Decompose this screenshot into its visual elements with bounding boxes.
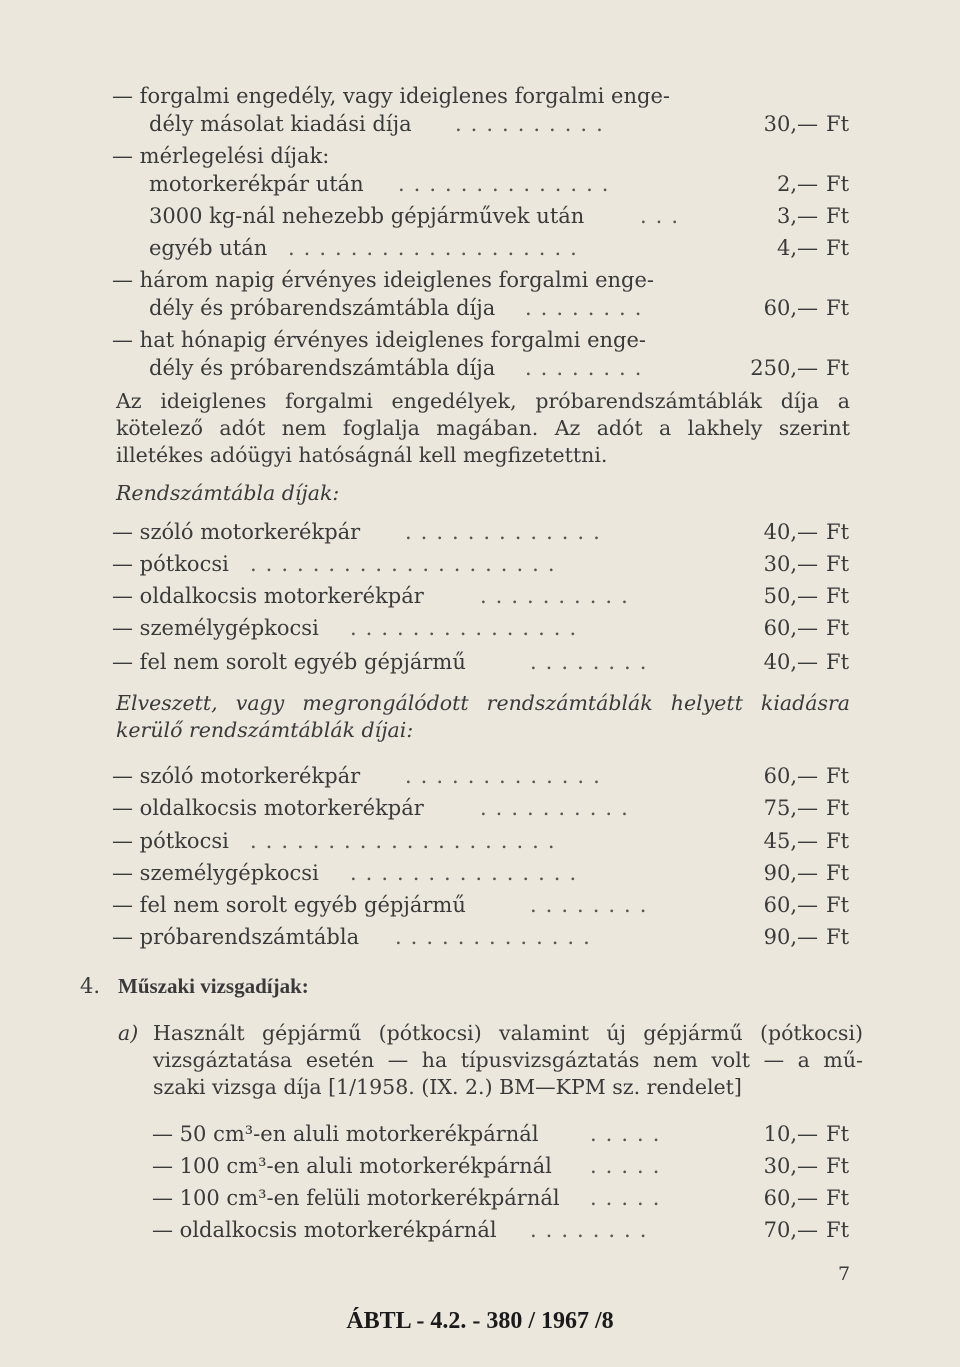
fee-row [0,292,960,324]
fee-row [0,168,960,200]
fee-unit: Ft [826,1154,850,1178]
fee-label: — szóló motorkerékpár [112,520,361,544]
fee-unit: Ft [826,829,850,853]
description-line: szaki vizsga díja [1/1958. (IX. 2.) BM—KPM sz. rendelet] [153,1075,742,1099]
fee-unit: Ft [826,356,850,380]
fee-amount: 10,— [763,1122,818,1146]
fee-amount: 60,— [763,764,818,788]
heading-line: kerülő rendszámtáblák díjai: [116,718,414,742]
leader-dots: .......... [480,796,637,820]
fee-unit: Ft [826,893,850,917]
fee-amount: 90,— [763,925,818,949]
fee-row [0,232,960,264]
fee-label: — fel nem sorolt egyéb gépjármű [112,893,466,917]
inspection-fee-row [0,1150,960,1182]
fee-unit: Ft [826,236,850,260]
replacement-fee-row [0,792,960,824]
fee-unit: Ft [826,1186,850,1210]
fee-label: 3000 kg-nál nehezebb gépjárművek után [149,204,585,228]
leader-dots: ........ [525,296,651,320]
replacement-fee-row [0,857,960,889]
replacement-fee-row [0,760,960,792]
fee-unit: Ft [826,650,850,674]
fee-label: — forgalmi engedély, vagy ideiglenes forgalmi enge- [112,84,670,108]
plate-fee-row [0,612,960,644]
leader-dots: ........ [530,893,656,917]
inspection-fee-row [0,1182,960,1214]
fee-label: egyéb után [149,236,268,260]
fee-amount: 60,— [763,1186,818,1210]
fee-amount: 75,— [763,796,818,820]
fee-amount: 4,— [776,236,818,260]
fee-label: — szóló motorkerékpár [112,764,361,788]
inspection-fee-row [0,1214,960,1246]
inspection-fee-row [0,1118,960,1150]
plate-fee-row [0,580,960,612]
fee-amount: 70,— [763,1218,818,1242]
fee-label: — mérlegelési díjak: [112,144,330,168]
fee-unit: Ft [826,861,850,885]
leader-dots: ............. [395,925,599,949]
fee-label: — próbarendszámtábla [112,925,360,949]
replacement-fee-row [0,921,960,953]
fee-label: — hat hónapig érvényes ideiglenes forgalmi enge- [112,328,647,352]
fee-unit: Ft [826,296,850,320]
note-line: Az ideiglenes forgalmi engedélyek, próbarendszámtáblák díja a [116,389,850,413]
leader-dots: .................... [250,552,564,576]
leader-dots: ............. [405,520,609,544]
fee-label: — személygépkocsi [112,616,319,640]
fee-unit: Ft [826,520,850,544]
leader-dots: .............. [398,172,618,196]
description-line: vizsgáztatása esetén — ha típusvizsgáztatás nem volt — a mű- [153,1048,863,1072]
leader-dots: ... [640,204,688,228]
fee-label: — pótkocsi [112,552,229,576]
fee-amount: 30,— [763,552,818,576]
fee-unit: Ft [826,1218,850,1242]
plate-fee-row [0,646,960,678]
description-line: Használt gépjármű (pótkocsi) valamint új gépjármű (pótkocsi) [153,1021,863,1045]
heading-line: Elveszett, vagy megrongálódott rendszámtáblák helyett kiadásra [116,691,850,715]
leader-dots: ............... [350,861,586,885]
fee-unit: Ft [826,796,850,820]
plate-fees-heading: Rendszámtábla díjak: [116,481,340,505]
note-line: kötelező adót nem foglalja magában. Az adót a lakhely szerint [116,416,850,440]
fee-unit: Ft [826,616,850,640]
fee-amount: 30,— [763,112,818,136]
fee-unit: Ft [826,764,850,788]
leader-dots: ..... [590,1122,669,1146]
fee-label-continuation: dély és próbarendszámtábla díja [149,296,496,320]
fee-label: — 50 cm³-en aluli motorkerékpárnál [152,1122,539,1146]
fee-amount: 60,— [763,616,818,640]
leader-dots: ................... [288,236,586,260]
leader-dots: ........ [530,650,656,674]
page-number: 7 [838,1263,851,1285]
archive-reference: ÁBTL - 4.2. - 380 / 1967 /8 [346,1308,614,1334]
fee-unit: Ft [826,584,850,608]
fee-row [0,108,960,140]
plate-fee-row [0,548,960,580]
fee-label: motorkerékpár után [149,172,364,196]
fee-amount: 30,— [763,1154,818,1178]
leader-dots: ........ [525,356,651,380]
fee-unit: Ft [826,204,850,228]
fee-row [0,200,960,232]
fee-amount: 60,— [763,296,818,320]
fee-label-continuation: dély és próbarendszámtábla díja [149,356,496,380]
leader-dots: .................... [250,829,564,853]
note-line: illetékes adóügyi hatóságnál kell megfizetettni. [116,443,608,467]
fee-unit: Ft [826,112,850,136]
fee-row [0,352,960,384]
leader-dots: ..... [590,1154,669,1178]
fee-label: — oldalkocsis motorkerékpár [112,584,424,608]
replacement-fee-row [0,889,960,921]
fee-label: — oldalkocsis motorkerékpár [112,796,424,820]
fee-label: — személygépkocsi [112,861,319,885]
leader-dots: .......... [480,584,637,608]
section-heading [0,970,960,1002]
inspection-description [153,1020,863,1101]
section-number: 4. [80,974,101,998]
fee-amount: 40,— [763,520,818,544]
fee-unit: Ft [826,925,850,949]
fee-unit: Ft [826,1122,850,1146]
leader-dots: ............. [405,764,609,788]
fee-amount: 60,— [763,893,818,917]
replacement-fee-row [0,825,960,857]
leader-dots: ........ [530,1218,656,1242]
fee-amount: 45,— [763,829,818,853]
replacement-fees-heading [116,690,850,744]
fee-amount: 2,— [776,172,818,196]
fee-label: — 100 cm³-en felüli motorkerékpárnál [152,1186,560,1210]
plate-fee-row [0,516,960,548]
leader-dots: ............... [350,616,586,640]
fee-amount: 250,— [750,356,818,380]
section-title: Műszaki vizsgadíjak: [118,974,309,998]
fee-unit: Ft [826,172,850,196]
fee-label-continuation: dély másolat kiadási díja [149,112,412,136]
fee-label: — pótkocsi [112,829,229,853]
leader-dots: ..... [590,1186,669,1210]
leader-dots: .......... [455,112,612,136]
fee-amount: 40,— [763,650,818,674]
fee-amount: 90,— [763,861,818,885]
fee-label: — oldalkocsis motorkerékpárnál [152,1218,497,1242]
fee-amount: 50,— [763,584,818,608]
fee-label: — fel nem sorolt egyéb gépjármű [112,650,466,674]
fee-label: — három napig érvényes ideiglenes forgalmi enge- [112,268,654,292]
fee-amount: 3,— [776,204,818,228]
fee-label: — 100 cm³-en aluli motorkerékpárnál [152,1154,552,1178]
item-marker: a) [118,1021,139,1045]
tax-note [116,388,850,469]
fee-unit: Ft [826,552,850,576]
